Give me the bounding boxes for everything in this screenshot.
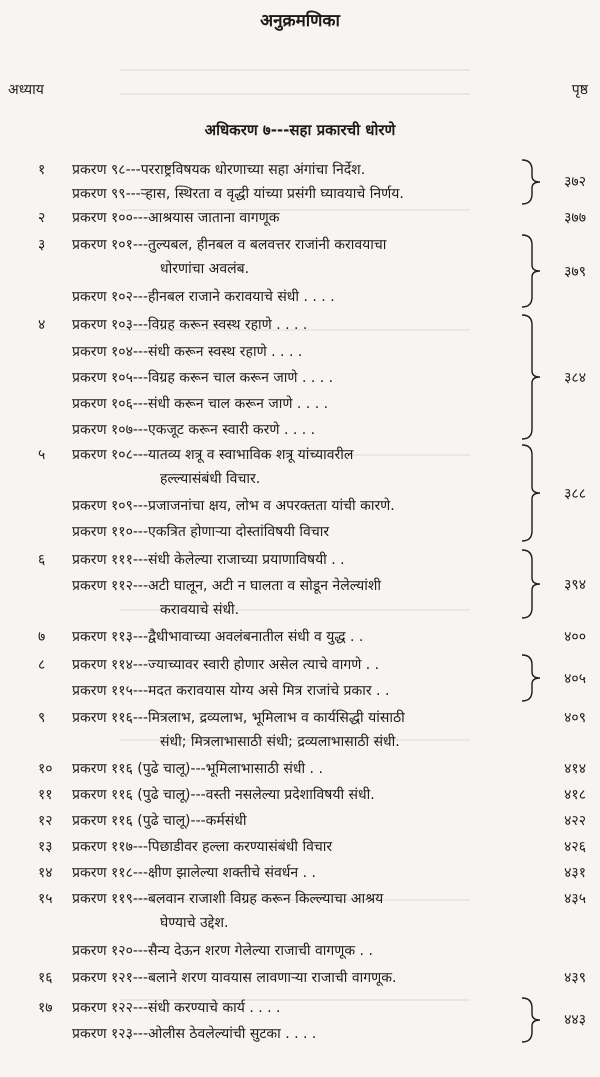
- toc-row: [0, 206, 600, 230]
- entry-text: प्रकरण १००---आश्रयास जाताना वागणूक: [72, 210, 280, 226]
- brace-page-number: ४४३: [564, 1012, 586, 1028]
- chapter-number: ४: [38, 317, 46, 333]
- toc-row: [0, 574, 600, 598]
- toc-row: [0, 313, 600, 337]
- toc-row: [0, 730, 600, 754]
- entry-text: प्रकरण ११६ (पुढे चालू)---वस्ती नसलेल्या प्रदेशाविषयी संधी.: [72, 787, 375, 803]
- entry-text: प्रकरण ११६ (पुढे चालू)---भूमिलाभासाठी संधी . .: [72, 761, 323, 777]
- toc-row: [0, 966, 600, 990]
- entry-text: प्रकरण १०१---तुल्यबल, हीनबल व बलवत्तर राजांनी करावयाचा: [72, 237, 387, 253]
- group-brace: [520, 158, 560, 206]
- toc-row: [0, 285, 600, 309]
- toc-row: [0, 783, 600, 807]
- chapter-number: ७: [38, 629, 46, 645]
- group-brace: [520, 653, 560, 703]
- toc-row: [0, 625, 600, 649]
- toc-row: [0, 679, 600, 703]
- entry-text: प्रकरण १२३---ओलीस ठेवलेल्यांची सुटका . . . .: [72, 1026, 317, 1042]
- entry-text: प्रकरण ९९---ऱ्हास, स्थिरता व वृद्धी यांच्या प्रसंगी घ्यावयाचे निर्णय.: [72, 186, 404, 202]
- page-number: ४००: [564, 629, 586, 645]
- toc-row: [0, 443, 600, 467]
- toc-row: [0, 392, 600, 416]
- entry-text: प्रकरण ११८---क्षीण झालेल्या शक्तीचे संवर्धन . .: [72, 865, 316, 881]
- entry-text: धोरणांचा अवलंब.: [160, 261, 250, 277]
- chapter-number: १५: [38, 891, 53, 907]
- entry-text: प्रकरण १२०---सैन्य देऊन शरण गेलेल्या राजाची वागणूक . .: [72, 943, 373, 959]
- entry-text: प्रकरण १०६---संधी करून चाल करून जाणे . . . .: [72, 396, 329, 412]
- chapter-number: ३: [38, 237, 46, 253]
- page-number: ४०९: [564, 710, 586, 726]
- page-column-header: पृष्ठ: [571, 82, 588, 98]
- chapter-number: ११: [38, 787, 53, 803]
- toc-row: [0, 520, 600, 544]
- toc-row: [0, 158, 600, 182]
- entry-text: प्रकरण १११---संधी केलेल्या राजाच्या प्रयाणाविषयी . .: [72, 552, 345, 568]
- group-brace: [520, 548, 560, 620]
- entry-text: प्रकरण ११४---ज्याच्यावर स्वारी होणार असेल त्याचे वागणे . .: [72, 657, 380, 673]
- chapter-number: १०: [38, 761, 53, 777]
- toc-row: [0, 182, 600, 206]
- group-brace: [520, 233, 560, 309]
- toc-row: [0, 861, 600, 885]
- page-number: ४१४: [564, 761, 586, 777]
- toc-row: [0, 233, 600, 257]
- brace-page-number: ३८८: [564, 486, 586, 502]
- entry-text: प्रकरण १०५---विग्रह करून चाल करून जाणे . . . .: [72, 370, 334, 386]
- entry-text: प्रकरण १२१---बलाने शरण यावयास लावणाऱ्या राजाची वागणूक.: [72, 970, 397, 986]
- entry-text: संधी; मित्रलाभासाठी संधी; द्रव्यलाभासाठी संधी.: [160, 734, 400, 750]
- toc-row: [0, 887, 600, 911]
- toc-row: [0, 418, 600, 442]
- brace-page-number: ४०५: [564, 671, 586, 687]
- chapter-number: ८: [38, 657, 46, 673]
- group-brace: [520, 313, 560, 441]
- page-number: ४३१: [564, 865, 586, 881]
- page-number: ४२२: [564, 813, 586, 829]
- page-number: ४२६: [564, 839, 586, 855]
- toc-row: [0, 1022, 600, 1046]
- chapter-column-header: अध्याय: [8, 82, 44, 98]
- toc-row: [0, 835, 600, 859]
- entry-text: प्रकरण ११६ (पुढे चालू)---कर्मसंधी: [72, 813, 247, 829]
- page-number: ४१८: [564, 787, 586, 803]
- chapter-number: ६: [38, 552, 46, 568]
- chapter-number: १२: [38, 813, 53, 829]
- chapter-number: १७: [38, 1000, 53, 1016]
- toc-row: [0, 467, 600, 491]
- chapter-number: ५: [38, 447, 46, 463]
- chapter-number: १४: [38, 865, 53, 881]
- entry-text: हल्ल्यासंबंधी विचार.: [160, 471, 261, 487]
- entry-text: प्रकरण १०४---संधी करून स्वस्थ रहाणे . . . .: [72, 344, 303, 360]
- entry-text: प्रकरण ११७---पिछाडीवर हल्ला करण्यासंबंधी विचार: [72, 839, 333, 855]
- toc-row: [0, 257, 600, 281]
- entry-text: प्रकरण १०३---विग्रह करून स्वस्थ रहाणे . . . .: [72, 317, 308, 333]
- group-brace: [520, 996, 560, 1044]
- entry-text: प्रकरण १२२---संधी करण्याचे कार्य . . . .: [72, 1000, 281, 1016]
- toc-row: [0, 757, 600, 781]
- brace-page-number: ३८४: [564, 370, 586, 386]
- entry-text: प्रकरण ११६---मित्रलाभ, द्रव्यलाभ, भूमिलाभ व कार्यसिद्धी यांसाठी: [72, 710, 405, 726]
- entry-text: प्रकरण ११३---द्वैधीभावाच्या अवलंबनातील संधी व युद्ध . .: [72, 629, 364, 645]
- chapter-number: १३: [38, 839, 53, 855]
- toc-row: [0, 340, 600, 364]
- chapter-number: १: [38, 162, 46, 178]
- chapter-number: ९: [38, 710, 46, 726]
- toc-row: [0, 939, 600, 963]
- entry-text: घेण्याचे उद्देश.: [160, 915, 229, 931]
- entry-text: प्रकरण १०८---यातव्य शत्रू व स्वाभाविक शत्रू यांच्यावरील: [72, 447, 354, 463]
- entry-text: प्रकरण ११२---अटी घालून, अटी न घालता व सोडून नेलेल्यांशी: [72, 578, 381, 594]
- entry-text: प्रकरण ११०---एकत्रित होणाऱ्या दोस्तांविषयी विचार: [72, 524, 330, 540]
- page-number: ४३५: [564, 891, 586, 907]
- toc-row: [0, 809, 600, 833]
- brace-page-number: ३७९: [564, 264, 586, 280]
- entry-text: प्रकरण ९८---परराष्ट्रविषयक धोरणाच्या सहा अंगांचा निर्देश.: [72, 162, 366, 178]
- toc-row: [0, 653, 600, 677]
- section-title: अधिकरण ७---सहा प्रकारची धोरणे: [204, 121, 396, 139]
- page-number: ३७७: [564, 210, 586, 226]
- chapter-number: २: [38, 210, 46, 226]
- entry-text: प्रकरण ११९---बलवान राजाशी विग्रह करून किल्ल्याचा आश्रय: [72, 891, 384, 907]
- entry-text: प्रकरण ११५---मदत करावयास योग्य असे मित्र राजांचे प्रकार . .: [72, 683, 390, 699]
- brace-page-number: ३९४: [564, 577, 586, 593]
- brace-page-number: ३७२: [564, 174, 586, 190]
- group-brace: [520, 443, 560, 543]
- entry-text: प्रकरण १०९---प्रजाजनांचा क्षय, लोभ व अपरक्तता यांची कारणे.: [72, 498, 395, 514]
- toc-row: [0, 366, 600, 390]
- toc-row: [0, 548, 600, 572]
- toc-row: [0, 996, 600, 1020]
- page-number: ४३९: [564, 970, 586, 986]
- toc-row: [0, 494, 600, 518]
- chapter-number: १६: [38, 970, 53, 986]
- toc-row: [0, 911, 600, 935]
- entry-text: करावयाचे संधी.: [160, 602, 240, 618]
- toc-row: [0, 706, 600, 730]
- entry-text: प्रकरण १०२---हीनबल राजाने करावयाचे संधी . . . .: [72, 289, 335, 305]
- entry-text: प्रकरण १०७---एकजूट करून स्वारी करणे . . . .: [72, 422, 316, 438]
- page-title: अनुक्रमणिका: [260, 11, 340, 31]
- toc-row: [0, 598, 600, 622]
